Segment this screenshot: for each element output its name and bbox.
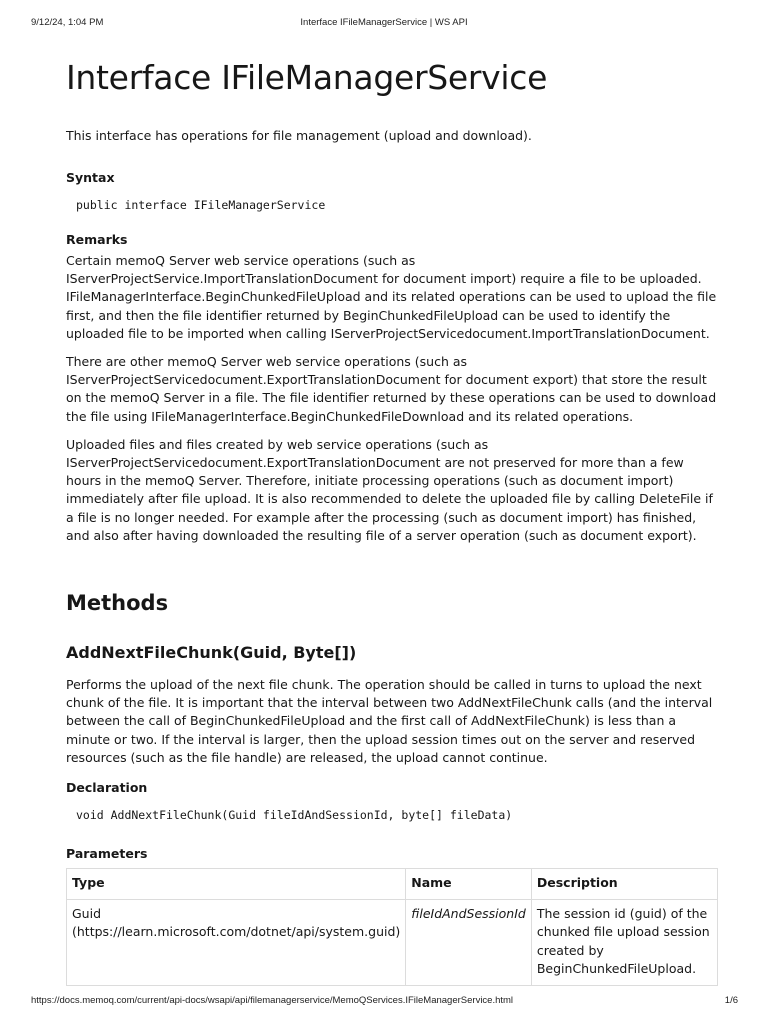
- remarks-paragraph: Uploaded files and files created by web service operations (such as IServerProjectServicedocument.ExportTranslationDocument are not preserved for more than a few hours in the memoQ Server. Therefore, initiate processing operations (such as document import) immediately after file upload. It is also recommended to delete the uploaded file by calling DeleteFile if a file is no longer needed. For example after the processing (such as document import) has finished, and also after having downloaded the resulting file of a server operation (such as document export).: [66, 436, 713, 543]
- remarks-paragraph: There are other memoQ Server web service operations (such as IServerProjectServicedocument.ExportTranslationDocument for document export) that store the result on the memoQ Server in a file. The file identifier returned by these operations can be used to download the file using IFileManagerInterface.BeginChunkedFileDownload and its related operations.: [66, 354, 717, 424]
- param-name: fileIdAndSessionId: [406, 899, 532, 985]
- remarks-heading: Remarks: [66, 232, 128, 247]
- print-header: [0, 17, 768, 31]
- parameters-heading: Parameters: [66, 846, 148, 862]
- page-title: Interface IFileManagerService: [66, 58, 548, 97]
- parameters-table: [66, 868, 718, 986]
- table-header-row: [67, 869, 718, 900]
- table-row: [67, 899, 718, 985]
- column-header-name: Name: [406, 869, 532, 900]
- remarks-paragraph: Certain memoQ Server web service operations (such as IServerProjectService.ImportTranslationDocument for document import) require a file to be uploaded. IFileManagerInterface.BeginChunkedFileUpload and its related operations can be used to upload the file first, and then the file identifier returned by BeginChunkedFileUpload can be used to identify the uploaded file to be imported when calling IServerProjectServicedocument.ImportTranslationDocument.: [66, 253, 717, 341]
- syntax-code: public interface IFileManagerService: [76, 198, 326, 212]
- print-url: https://docs.memoq.com/current/api-docs/wsapi/api/filemanagerservice/MemoQServices.IFileManagerService.html: [31, 995, 514, 1006]
- method-description: Performs the upload of the next file chunk. The operation should be called in turns to upload the next chunk of the file. It is important that the interval between two AddNextFileChunk calls (and the interval between the call of BeginChunkedFileUpload and the first call of AddNextFileChunk) is less than a minute or two. If the interval is larger, then the upload session times out on the server and reserved resources (such as the file handle) are released, the upload cannot continue.: [66, 677, 713, 765]
- column-header-description: Description: [531, 869, 717, 900]
- param-description: The session id (guid) of the chunked file upload session created by BeginChunkedFileUpload.: [531, 899, 717, 985]
- syntax-heading: Syntax: [66, 170, 115, 185]
- interface-summary: This interface has operations for file management (upload and download).: [66, 128, 532, 143]
- method-signature-heading: AddNextFileChunk(Guid, Byte[]): [66, 643, 357, 663]
- print-footer: [0, 995, 768, 1009]
- methods-heading: Methods: [66, 591, 169, 616]
- doc-page: [66, 50, 718, 986]
- param-type-link[interactable]: Guid (https://learn.microsoft.com/dotnet/api/system.guid): [67, 899, 406, 985]
- print-title: Interface IFileManagerService | WS API: [300, 17, 468, 28]
- print-datetime: 9/12/24, 1:04 PM: [31, 17, 104, 28]
- column-header-type: Type: [67, 869, 406, 900]
- page-number: 1/6: [724, 995, 738, 1006]
- declaration-heading: Declaration: [66, 780, 148, 796]
- declaration-code: void AddNextFileChunk(Guid fileIdAndSessionId, byte[] fileData): [76, 808, 513, 823]
